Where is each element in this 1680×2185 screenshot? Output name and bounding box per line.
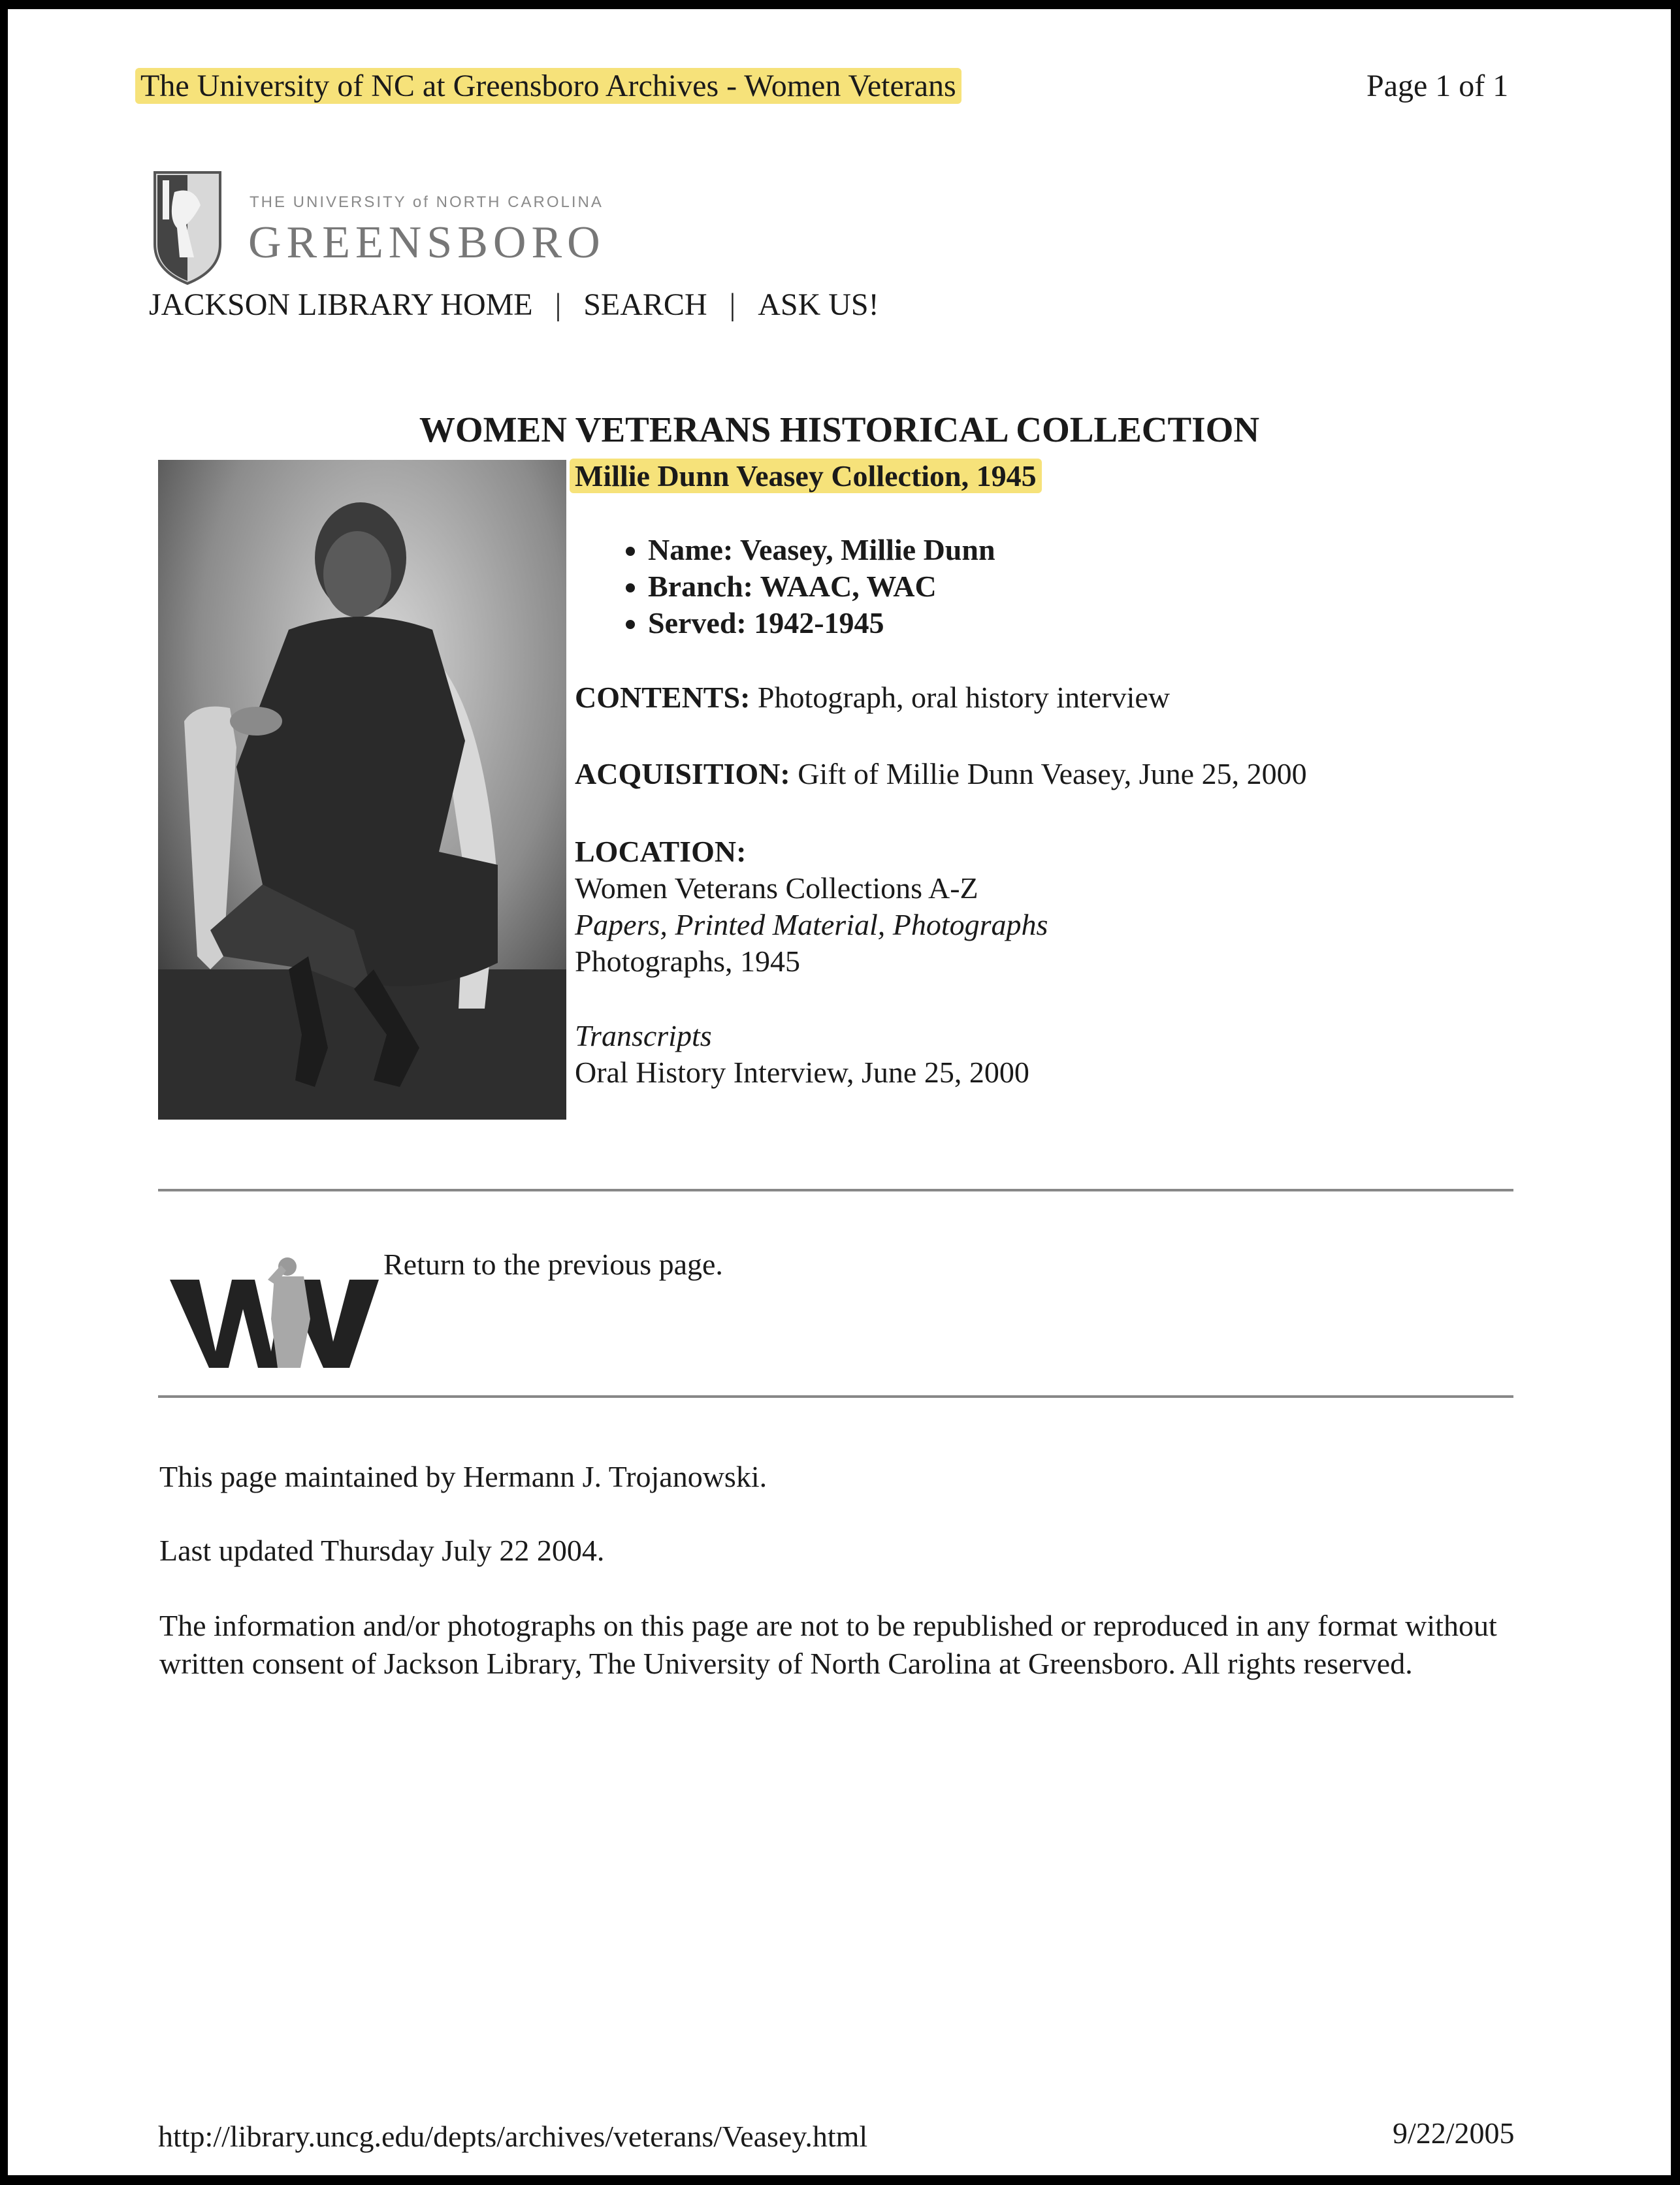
print-date: 9/22/2005 xyxy=(1393,2116,1515,2150)
fact-name: • Name: Veasey, Millie Dunn xyxy=(648,532,995,568)
nav-link-ask-us[interactable]: ASK US! xyxy=(758,287,879,322)
transcripts-label: Transcripts xyxy=(575,1019,712,1052)
page-number: Page 1 of 1 xyxy=(1366,69,1509,103)
location-line-1: Women Veterans Collections A-Z xyxy=(575,871,978,905)
women-veterans-logo-icon[interactable] xyxy=(170,1254,379,1371)
nav-separator: | xyxy=(555,287,562,322)
location-line-2: Papers, Printed Material, Photographs xyxy=(575,908,1048,941)
university-shield-logo-icon xyxy=(148,166,227,287)
fact-branch: • Branch: WAAC, WAC xyxy=(648,568,995,605)
nav-link-library-home[interactable]: JACKSON LIBRARY HOME xyxy=(149,287,533,322)
return-link[interactable]: Return to the previous page. xyxy=(383,1248,723,1281)
nav-link-search[interactable]: SEARCH xyxy=(583,287,707,322)
logo-university-line: THE UNIVERSITY of NORTH CAROLINA xyxy=(250,193,604,211)
rights-notice: The information and/or photographs on this page are not to be republished or reproduced in any format without written consent of Jackson Library, The University of North Carolina at Greensboro. All rights reserved. xyxy=(159,1609,1497,1680)
acquisition-value: Gift of Millie Dunn Veasey, June 25, 2000 xyxy=(798,757,1307,790)
acquisition-row xyxy=(575,756,1307,792)
location-line-3: Photographs, 1945 xyxy=(575,945,800,978)
contents-label: CONTENTS: xyxy=(575,681,751,714)
divider xyxy=(158,1395,1513,1398)
location-label: LOCATION: xyxy=(575,835,747,868)
scanned-page xyxy=(8,9,1671,2175)
collection-heading: WOMEN VETERANS HISTORICAL COLLECTION xyxy=(419,410,1260,449)
collection-subtitle: Millie Dunn Veasey Collection, 1945 xyxy=(570,459,1042,493)
contents-value: Photograph, oral history interview xyxy=(757,681,1170,714)
acquisition-label: ACQUISITION: xyxy=(575,757,790,790)
last-updated-text: Last updated Thursday July 22 2004. xyxy=(159,1534,605,1567)
contents-row xyxy=(575,679,1170,716)
divider xyxy=(158,1189,1513,1191)
print-header-title: The University of NC at Greensboro Archives - Women Veterans xyxy=(135,68,961,104)
page-url: http://library.uncg.edu/depts/archives/veterans/Veasey.html xyxy=(158,2120,868,2153)
transcripts-value: Oral History Interview, June 25, 2000 xyxy=(575,1056,1029,1089)
nav-separator: | xyxy=(729,287,736,322)
veteran-facts-list xyxy=(615,532,995,641)
fact-served: • Served: 1942-1945 xyxy=(648,605,995,641)
portrait-photo xyxy=(158,460,566,1120)
maintainer-text: This page maintained by Hermann J. Trojanowski. xyxy=(159,1460,767,1493)
library-nav xyxy=(149,287,879,323)
logo-greensboro-wordmark: GREENSBORO xyxy=(248,218,606,268)
